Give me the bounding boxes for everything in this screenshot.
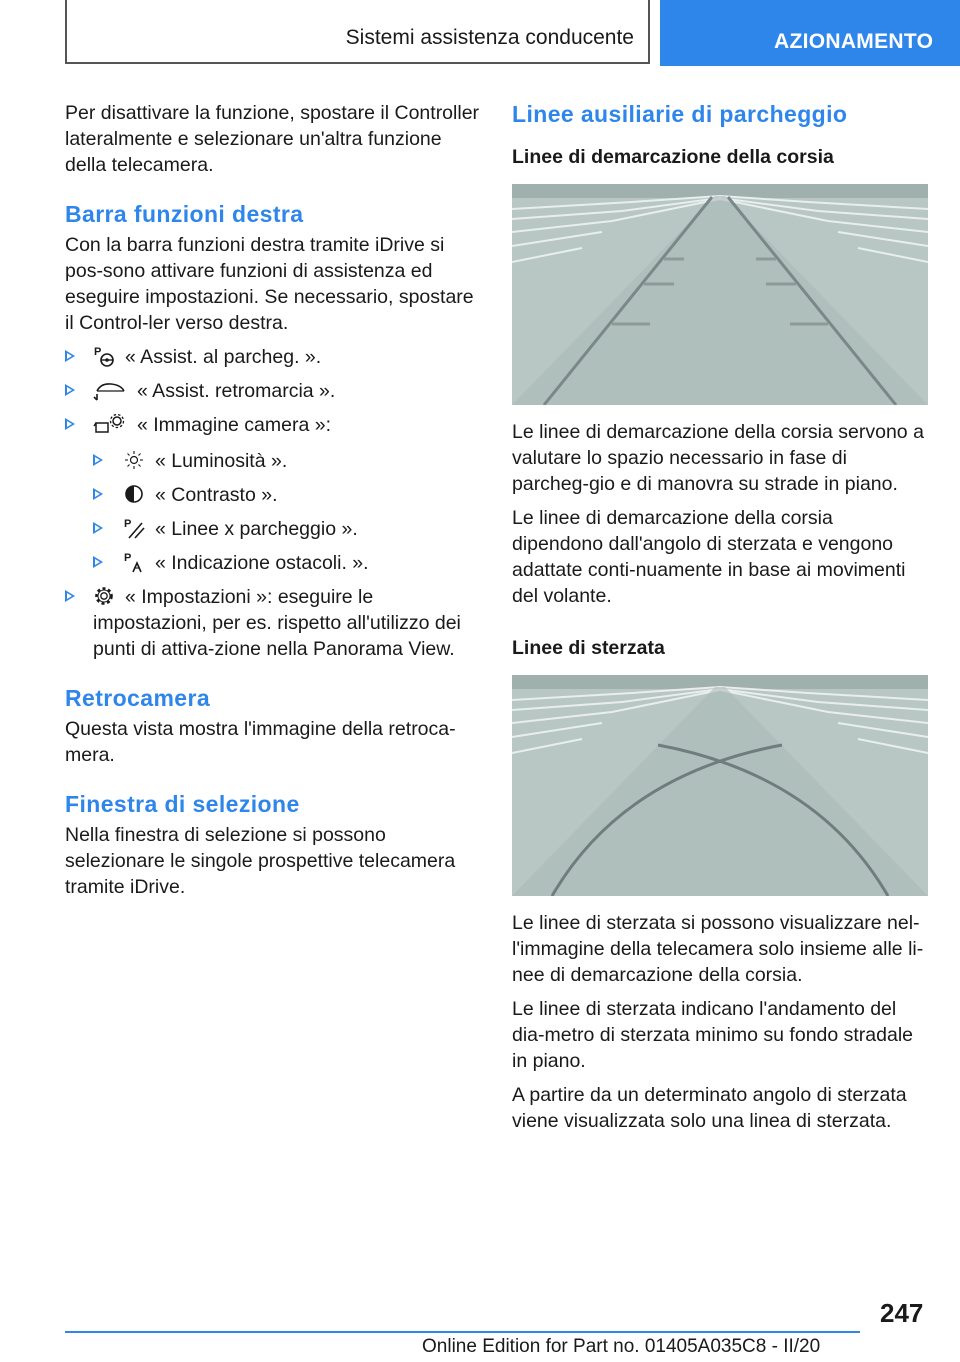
page-header: [0, 0, 960, 66]
finestra-paragraph: Nella finestra di selezione si possono selezionare le singole prospettive telecamera tramite iDrive.: [65, 824, 456, 898]
bullet-triangle-icon: [93, 454, 103, 466]
list-item-label: « Linee x parcheggio ».: [155, 518, 358, 540]
park-assist-icon: [93, 345, 115, 367]
demarc-paragraph-1: Le linee di demarcazione della corsia servono a valutare lo spazio necessario in fase di parcheg-gio e di manovra su strade in piano.: [512, 421, 924, 495]
page-number: 247: [880, 1298, 924, 1328]
sterz-paragraph-1: Le linee di sterzata si possono visualizzare nel-l'immagine della telecamera solo insieme alle li-nee di demarcazione della corsia.: [512, 912, 924, 986]
sterz-paragraph-3: A partire da un determinato angolo di sterzata viene visualizzata solo una linea di sterzata.: [512, 1084, 907, 1132]
subsection-title-sterz: Linee di sterzata: [512, 637, 665, 659]
list-item: [93, 516, 480, 542]
bullet-triangle-icon: [93, 488, 103, 500]
edition-text: Online Edition for Part no. 01405A035C8 - II/20: [422, 1336, 821, 1357]
list-item-label: « Impostazioni »: eseguire le impostazioni, per es. rispetto all'utilizzo dei punti di attiva-zione nella Panorama View.: [93, 586, 461, 660]
list-item: [93, 482, 480, 508]
bullet-triangle-icon: [65, 350, 75, 362]
header-section-box: [65, 0, 650, 64]
parking-lines-icon: [123, 517, 145, 539]
barra-list: [65, 344, 480, 662]
sterz-paragraph-2: Le linee di sterzata indicano l'andamento del dia-metro di sterzata minimo su fondo stradale in piano.: [512, 998, 914, 1072]
steering-lines-figure: [512, 675, 928, 896]
list-item: [93, 550, 480, 576]
list-item-label: « Indicazione ostacoli. ».: [155, 552, 369, 574]
bullet-triangle-icon: [65, 384, 75, 396]
gear-icon: [93, 585, 115, 607]
footer-divider: [65, 1331, 860, 1333]
bullet-triangle-icon: [65, 418, 75, 430]
lane-lines-figure: [512, 184, 928, 405]
svg-text:P: P: [124, 518, 132, 530]
intro-paragraph: Per disattivare la funzione, spostare il Controller lateralmente e selezionare un'altra funzione della telecamera.: [65, 102, 480, 176]
list-item: [65, 344, 480, 370]
section-title-barra: Barra funzioni destra: [65, 201, 304, 227]
bullet-triangle-icon: [93, 556, 103, 568]
list-item-label: « Assist. al parcheg. ».: [125, 346, 322, 368]
subsection-title-demarc: Linee di demarcazione della corsia: [512, 146, 834, 168]
list-item-label: « Immagine camera »:: [137, 414, 332, 436]
list-item-label: « Contrasto ».: [155, 484, 278, 506]
reverse-assist-icon: [93, 379, 127, 401]
contrast-icon: [123, 483, 145, 505]
camera-settings-icon: [93, 413, 127, 435]
header-chapter-title: AZIONAMENTO: [774, 30, 934, 53]
retro-paragraph: Questa vista mostra l'immagine della retroca-mera.: [65, 718, 456, 766]
list-item: [93, 448, 480, 474]
svg-text:P: P: [94, 346, 102, 358]
brightness-icon: [123, 449, 145, 471]
list-item: [65, 584, 480, 662]
obstacle-icon: [123, 551, 145, 573]
camera-sub-list: [93, 448, 480, 576]
list-item-label: « Assist. retromarcia ».: [137, 380, 336, 402]
barra-paragraph: Con la barra funzioni destra tramite iDrive si pos-sono attivare funzioni di assistenza ed eseguire impostazioni. Se necessario, spostare il Control-ler verso destra.: [65, 234, 474, 334]
list-item: [65, 378, 480, 404]
section-title-retro: Retrocamera: [65, 685, 211, 711]
header-section-title: Sistemi assistenza conducente: [345, 26, 634, 49]
header-chapter-tab: [660, 0, 960, 66]
list-item: [65, 412, 480, 576]
bullet-triangle-icon: [93, 522, 103, 534]
svg-text:P: P: [124, 552, 132, 564]
left-column: [65, 100, 480, 908]
demarc-paragraph-2: Le linee di demarcazione della corsia dipendono dall'angolo di sterzata e vengono adattate conti-nuamente in base ai movimenti del volante.: [512, 507, 906, 607]
section-title-finestra: Finestra di selezione: [65, 791, 300, 817]
right-column: [512, 100, 928, 1142]
bullet-triangle-icon: [65, 590, 75, 602]
section-title-linee: Linee ausiliarie di parcheggio: [512, 101, 848, 127]
list-item-label: « Luminosità ».: [155, 450, 288, 472]
